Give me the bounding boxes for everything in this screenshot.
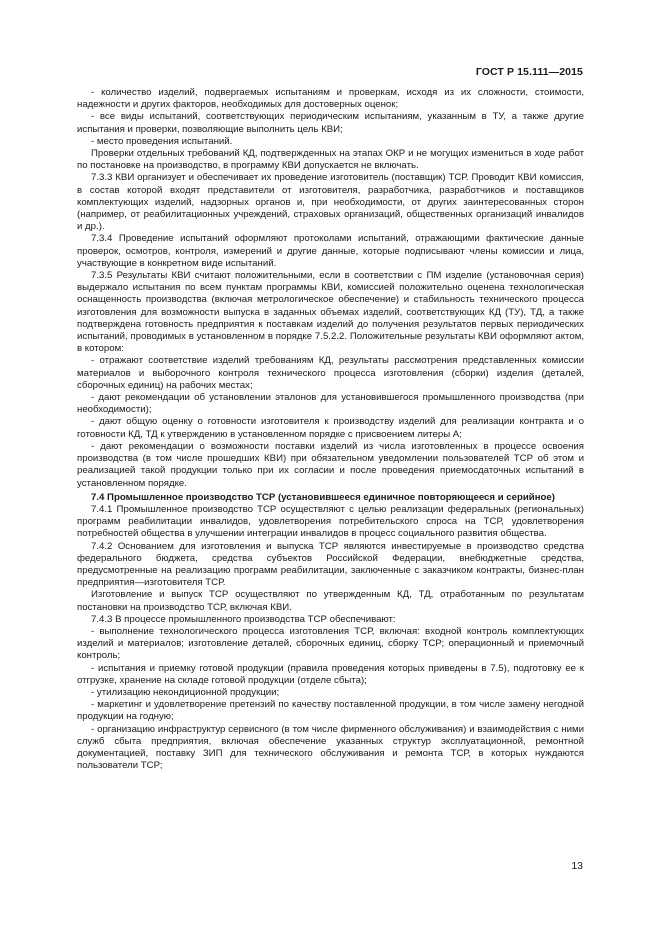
paragraph: - все виды испытаний, соответствующих периодическим испытаниям, указанным в ТУ, а также другие испытания и проверки, позволяющие выполнить цель КВИ; <box>77 111 584 135</box>
paragraph: - отражают соответствие изделий требованиям КД, результаты рассмотрения представленных комиссии материалов и выборочного контроля технического процесса изготовления (сборки) изделия (деталей, сборочных единиц) на рабочих местах; <box>77 355 584 391</box>
paragraph: - количество изделий, подвергаемых испытаниям и проверкам, исходя из их сложности, стоимости, надежности и других факторов, необходимых для достоверных оценок; <box>77 87 584 111</box>
paragraph: - дают рекомендации о возможности поставки изделий из числа изготовленных в процессе освоения производства (в том числе прошедших КВИ) при обязательном уведомлении пользователей ТСР об этом и реализацией такой продукции только при их согласии и после проведения приемосдаточных испытаний в установленном порядке. <box>77 440 584 489</box>
paragraph: - дают общую оценку о готовности изготовителя к производству изделий для реализации контракта и о готовности КД, ТД к утверждению в установленном порядке с присвоением литеры А; <box>77 416 584 440</box>
paragraph: - место проведения испытаний. <box>91 135 233 147</box>
page-number: 13 <box>571 860 583 872</box>
paragraph: - утилизацию некондиционной продукции; <box>91 686 280 698</box>
page-body <box>77 87 584 772</box>
paragraph: 7.3.3 КВИ организует и обеспечивает их проведение изготовитель (поставщик) ТСР. Проводит КВИ комиссия, в состав которой входят представители от изготовителя, разработчика, разработчиков и поставщиков комплектующих изделий, надзорных органов и, при необходимости, от других заинтересованных сторон (например, от реабилитационных учреждений, страховых организаций, общественных организаций инвалидов и др.). <box>77 172 584 233</box>
paragraph: Изготовление и выпуск ТСР осуществляют по утвержденным КД, ТД, отработанным по результатам постановки на производство ТСР, включая КВИ. <box>77 589 584 613</box>
paragraph: - испытания и приемку готовой продукции (правила проведения которых приведены в 7.5), подготовку ее к отгрузке, хранение на складе готовой продукции (отделе сбыта); <box>77 662 584 686</box>
section-heading: 7.4 Промышленное производство ТСР (установившееся единичное повторяющееся и серийное) <box>91 491 555 503</box>
paragraph: Проверки отдельных требований КД, подтвержденных на этапах ОКР и не могущих измениться в ходе работ по постановке на производство, в программу КВИ допускается не включать. <box>77 148 584 172</box>
document-code-header: ГОСТ Р 15.111—2015 <box>475 66 583 78</box>
paragraph: - дают рекомендации об установлении эталонов для установившегося промышленного производства (при необходимости); <box>77 392 584 416</box>
paragraph: 7.4.2 Основанием для изготовления и выпуска ТСР являются инвестируемые в производство средства федерального бюджета, средства субъектов Российской Федерации, внебюджетные средства, предусмотренные на реализацию программ реабилитации, заключенные с заказчиком контракты, бизнес-план предприятия—изготовителя ТСР. <box>77 540 584 589</box>
paragraph: 7.4.1 Промышленное производство ТСР осуществляют с целью реализации федеральных (региональных) программ реабилитации инвалидов, удовлетворения потребительского спроса на ТСР, удовлетворения потребностей общества в улучшении интеграции инвалидов в процесс социального развития общества. <box>77 503 584 540</box>
paragraph: 7.3.5 Результаты КВИ считают положительными, если в соответствии с ПМ изделие (установочная серия) выдержало испытания по всем пунктам программы КВИ, комиссией положительно оценена технологическая оснащенность производства (включая метрологическое обеспечение) и стабильность технического процесса изготовления для возможности выпуска в заданных объемах изделий, соответствующих КД (ТУ), ТД, а также подтверждена готовность предприятия к поставкам изделий до получения результатов первых периодических испытаний, проводимых в установленном в порядке 7.5.2.2. Положительные результаты КВИ оформляют актом, в котором: <box>77 270 584 355</box>
paragraph: - организацию инфраструктур сервисного (в том числе фирменного обслуживания) и взаимодействия с ними служб сбыта предприятия, включая обеспечение указанных структур эксплуатационной, ремонтной документацией, поставку ЗИП для технического обслуживания и ремонта ТСР, в которых нуждаются пользователи ТСР; <box>77 723 584 772</box>
paragraph: 7.3.4 Проведение испытаний оформляют протоколами испытаний, отражающими фактические данные проверок, осмотров, контроля, измерений и другие данные, которые подписывают члены комиссии и лица, участвующие в конкретном виде испытаний. <box>77 233 584 269</box>
paragraph: 7.4.3 В процессе промышленного производства ТСР обеспечивают: <box>91 613 396 625</box>
paragraph: - маркетинг и удовлетворение претензий по качеству поставленной продукции, в том числе замену негодной продукции на годную; <box>77 699 584 723</box>
paragraph: - выполнение технологического процесса изготовления ТСР, включая: входной контроль комплектующих изделий и материалов; изготовление деталей, сборочных единиц, сборку ТСР; операционный и приемочный контроль; <box>77 625 584 662</box>
